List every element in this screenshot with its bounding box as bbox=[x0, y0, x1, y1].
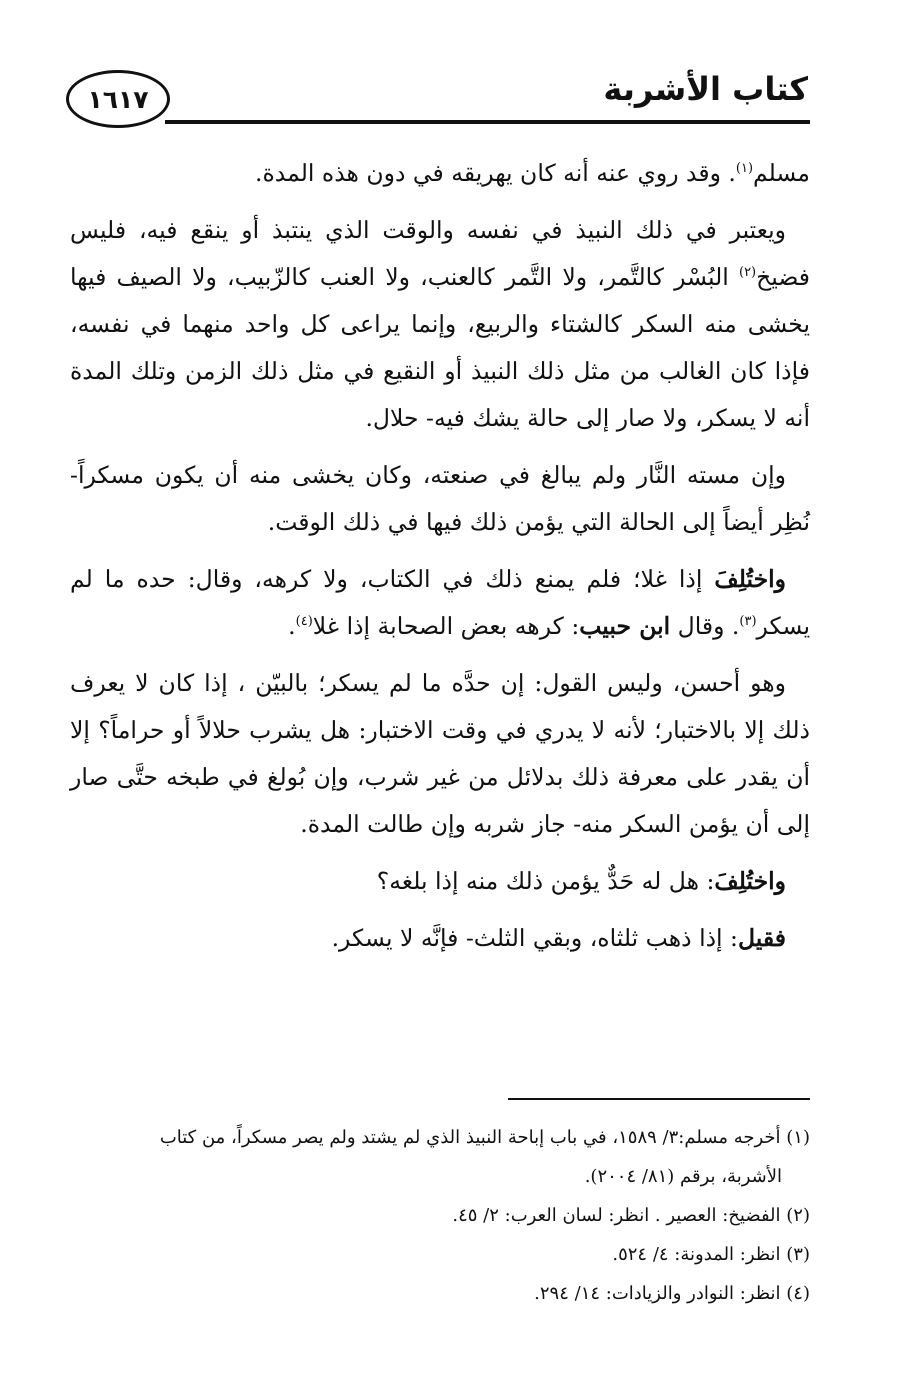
paragraph-2 bbox=[70, 207, 810, 442]
text-segment: . وقال bbox=[670, 612, 740, 640]
paragraph-6 bbox=[70, 858, 810, 905]
text-segment: البُسْر كالتَّمر، ولا التَّمر كالعنب، ولا العنب كالزّبيب، ولا الصيف فيها يخشى منه السكر كالشتاء والربيع، وإنما يراعى كل واحد منهما في نفسه، فإذا كان الغالب من مثل ذلك النبيذ أو النقيع في مثل ذلك الزمن وتلك المدة أنه لا يسكر، ولا صار إلى حالة يشك فيه- حلال. bbox=[70, 263, 810, 432]
text-segment: . وقد روي عنه أنه كان يهريقه في دون هذه المدة. bbox=[255, 159, 736, 187]
footnote-ref-1: (١) bbox=[735, 161, 754, 177]
cited-name: ابن حبيب bbox=[579, 612, 671, 640]
footnote-2: (٢) الفضيخ: العصير . انظر: لسان العرب: ٢/ ٤٥. bbox=[452, 1205, 810, 1226]
footnote-ref-4: (٤) bbox=[295, 614, 313, 630]
footnote-ref-3: (٣) bbox=[739, 614, 757, 630]
text-segment: : كرهه بعض الصحابة إذا غلا bbox=[312, 612, 580, 640]
chapter-title: كتاب الأشربة bbox=[603, 70, 808, 108]
footnote-ref-2: (٢) bbox=[738, 265, 757, 281]
lead-word: واختُلِفَ bbox=[714, 565, 786, 593]
footnote-4: (٤) انظر: النوادر والزيادات: ١٤/ ٢٩٤. bbox=[534, 1283, 810, 1304]
text-segment: : هل له حَدٌّ يؤمن ذلك منه إذا بلغه؟ bbox=[376, 867, 715, 895]
header-rule bbox=[165, 120, 810, 124]
text-segment: مسلم bbox=[753, 159, 810, 187]
text-segment: ويعتبر في ذلك النبيذ في نفسه والوقت الذي ينتبذ أو ينقع فيه، فليس فضيخ bbox=[70, 216, 810, 291]
text-segment: . bbox=[288, 612, 296, 640]
page-number: ١٦١٧ bbox=[66, 70, 170, 128]
text-segment: : إذا ذهب ثلثاه، وبقي الثلث- فإنَّه لا يسكر. bbox=[331, 924, 738, 952]
footnote-1-continued: الأشربة، برقم (٨١/ ٢٠٠٤). bbox=[584, 1166, 782, 1187]
body-text bbox=[70, 150, 810, 972]
lead-word: فقيل bbox=[737, 924, 786, 952]
footnote-1: (١) أخرجه مسلم:٣/ ١٥٨٩، في باب إباحة النبيذ الذي لم يشتد ولم يصر مسكراً، من كتاب bbox=[159, 1127, 810, 1148]
footnote-3: (٣) انظر: المدونة: ٤/ ٥٢٤. bbox=[612, 1244, 810, 1265]
paragraph-3: وإن مسته النَّار ولم يبالغ في صنعته، وكان يخشى منه أن يكون مسكراً- نُظِر أيضاً إلى الحالة التي يؤمن ذلك فيها في ذلك الوقت. bbox=[70, 461, 810, 536]
text-segment: إذا غلا؛ فلم يمنع ذلك في الكتاب، ولا كرهه، وقال: حده ما لم يسكر bbox=[70, 565, 810, 640]
lead-word: واختُلِفَ bbox=[714, 867, 786, 895]
paragraph-7 bbox=[70, 915, 810, 962]
paragraph-1 bbox=[70, 150, 810, 197]
paragraph-4 bbox=[70, 556, 810, 650]
footnote-separator bbox=[508, 1098, 810, 1100]
paragraph-5: وهو أحسن، وليس القول: إن حدَّه ما لم يسكر؛ بالبيّن ، إذا كان لا يعرف ذلك إلا بالاختبار؛ لأنه لا يدري في وقت الاختبار: هل يشرب حلالاً أو حراماً؟ إلا أن يقدر على معرفة ذلك بدلائل من غير شرب، وإن بُولغ في طبخه حتَّى صار إلى أن يؤمن السكر منه- جاز شربه وإن طالت المدة. bbox=[70, 669, 810, 838]
footnotes bbox=[70, 1120, 810, 1315]
